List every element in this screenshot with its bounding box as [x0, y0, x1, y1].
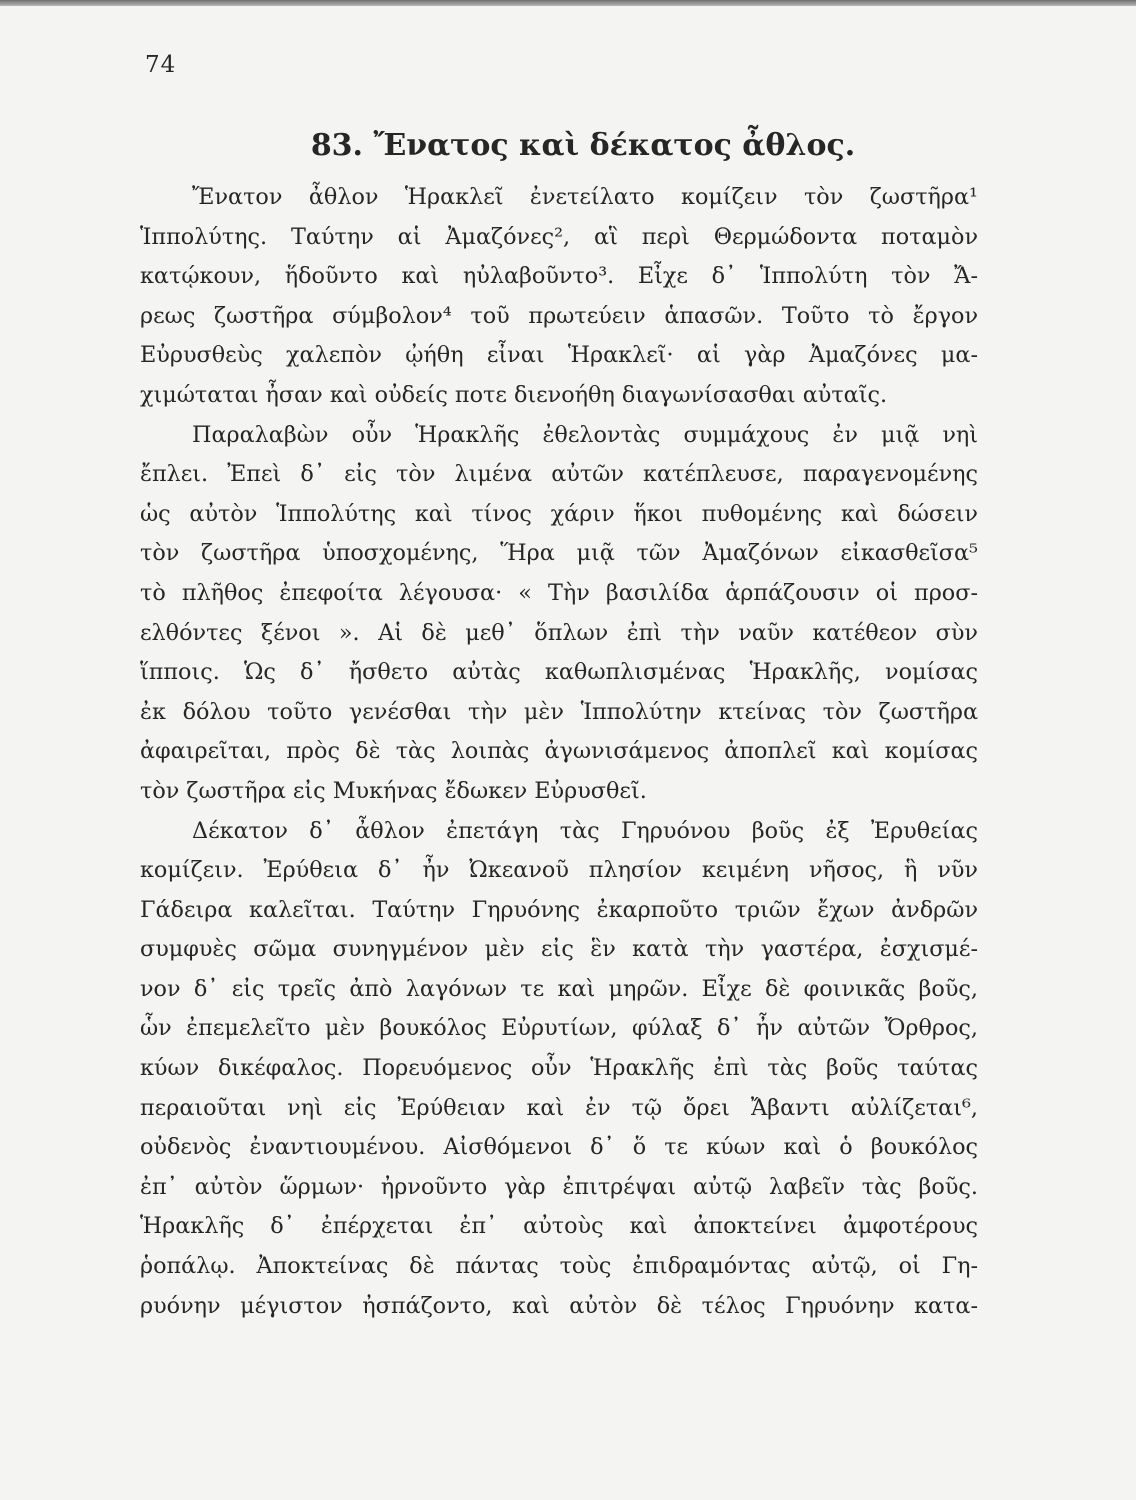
text-line: οὐδενὸς ἐναντιουμένου. Αἰσθόμενοι δ᾽ ὅ τε κύων καὶ ὁ βουκόλος	[140, 1134, 978, 1161]
text-line: ρυόνην μέγιστον ἠσπάζοντο, καὶ αὐτὸν δὲ τέλος Γηρυόνην κατα-	[140, 1292, 978, 1319]
text-line: περαιοῦται νηὶ εἰς Ἐρύθειαν καὶ ἐν τῷ ὄρει Ἄβαντι αὐλίζεται⁶,	[140, 1094, 978, 1121]
text-line: ἐπ᾽ αὐτὸν ὥρμων· ἠρνοῦντο γὰρ ἐπιτρέψαι αὐτῷ λαβεῖν τὰς βοῦς.	[140, 1173, 978, 1200]
text-line: Γάδειρα καλεῖται. Ταύτην Γηρυόνης ἐκαρποῦτο τριῶν ἔχων ἀνδρῶν	[140, 896, 978, 923]
text-line: Ἱππολύτης. Ταύτην αἱ Ἀμαζόνες², αἳ περὶ Θερμώδοντα ποταμὸν	[140, 223, 978, 250]
text-line: κύων δικέφαλος. Πορευόμενος οὖν Ἡρακλῆς ἐπὶ τὰς βοῦς ταύτας	[140, 1055, 978, 1082]
text-line: τὸν ζωστῆρα ὑποσχομένης, Ἥρα μιᾷ τῶν Ἀμαζόνων εἰκασθεῖσα⁵	[140, 540, 978, 567]
page-number: 74	[145, 52, 177, 78]
text-line: Ἡρακλῆς δ᾽ ἐπέρχεται ἐπ᾽ αὐτοὺς καὶ ἀποκτείνει ἀμφοτέρους	[140, 1213, 978, 1240]
text-line: ἵπποις. Ὡς δ᾽ ἤσθετο αὐτὰς καθωπλισμένας Ἡρακλῆς, νομίσας	[140, 659, 978, 686]
text-line: Ἔνατον ἆθλον Ἡρακλεῖ ἐνετείλατο κομίζειν τὸν ζωστῆρα¹	[192, 184, 978, 210]
page-top-edge	[0, 0, 1136, 6]
text-line: ὡς αὐτὸν Ἱππολύτης καὶ τίνος χάριν ἥκοι πυθομένης καὶ δώσειν	[140, 500, 978, 527]
text-line: ἀφαιρεῖται, πρὸς δὲ τὰς λοιπὰς ἀγωνισάμενος ἀποπλεῖ καὶ κομίσας	[140, 738, 978, 765]
text-line: κομίζειν. Ἐρύθεια δ᾽ ἦν Ὠκεανοῦ πλησίον κειμένη νῆσος, ἣ νῦν	[140, 857, 978, 884]
text-line: ελθόντες ξένοι ». Αἱ δὲ μεθ᾽ ὅπλων ἐπὶ τὴν ναῦν κατέθεον σὺν	[140, 619, 978, 646]
text-line: ῥοπάλῳ. Ἀποκτείνας δὲ πάντας τοὺς ἐπιδραμόντας αὐτῷ, οἱ Γη-	[140, 1253, 978, 1280]
section-title: 83. Ἔνατος καὶ δέκατος ἆθλος.	[310, 128, 856, 163]
text-line: ἔπλει. Ἐπεὶ δ᾽ εἰς τὸν λιμένα αὐτῶν κατέπλευσε, παραγενομένης	[140, 461, 978, 488]
text-line: τὸν ζωστῆρα εἰς Μυκήνας ἔδωκεν Εὐρυσθεῖ.	[140, 777, 647, 804]
text-line: νον δ᾽ εἰς τρεῖς ἀπὸ λαγόνων τε καὶ μηρῶν. Εἶχε δὲ φοινικᾶς βοῦς,	[140, 975, 978, 1002]
body-text	[140, 178, 978, 1326]
text-line: ἐκ δόλου τοῦτο γενέσθαι τὴν μὲν Ἱππολύτην κτείνας τὸν ζωστῆρα	[140, 698, 978, 725]
text-line: Δέκατον δ᾽ ἆθλον ἐπετάγη τὰς Γηρυόνου βοῦς ἐξ Ἐρυθείας	[192, 817, 978, 844]
text-line: Εὐρυσθεὺς χαλεπὸν ᾠήθη εἶναι Ἡρακλεῖ· αἱ γὰρ Ἀμαζόνες μα-	[140, 342, 978, 369]
text-line: χιμώταται ἦσαν καὶ οὐδείς ποτε διενοήθη διαγωνίσασθαι αὐταῖς.	[140, 381, 888, 408]
text-line: συμφυὲς σῶμα συνηγμένον μὲν εἰς ἓν κατὰ τὴν γαστέρα, ἐσχισμέ-	[140, 936, 978, 963]
text-line: ρεως ζωστῆρα σύμβολον⁴ τοῦ πρωτεύειν ἁπασῶν. Τοῦτο τὸ ἔργον	[140, 302, 978, 329]
text-line: τὸ πλῆθος ἐπεφοίτα λέγουσα· « Τὴν βασιλίδα ἁρπάζουσιν οἱ προσ-	[140, 579, 978, 606]
text-line: Παραλαβὼν οὖν Ἡρακλῆς ἐθελοντὰς συμμάχους ἐν μιᾷ νηὶ	[192, 421, 978, 448]
text-line: ὧν ἐπεμελεῖτο μὲν βουκόλος Εὐρυτίων, φύλαξ δ᾽ ἦν αὐτῶν Ὄρθρος,	[140, 1015, 978, 1042]
text-line: κατῴκουν, ἥδοῦντο καὶ ηὐλαβοῦντο³. Εἶχε δ᾽ Ἱππολύτη τὸν Ἄ-	[140, 263, 978, 290]
